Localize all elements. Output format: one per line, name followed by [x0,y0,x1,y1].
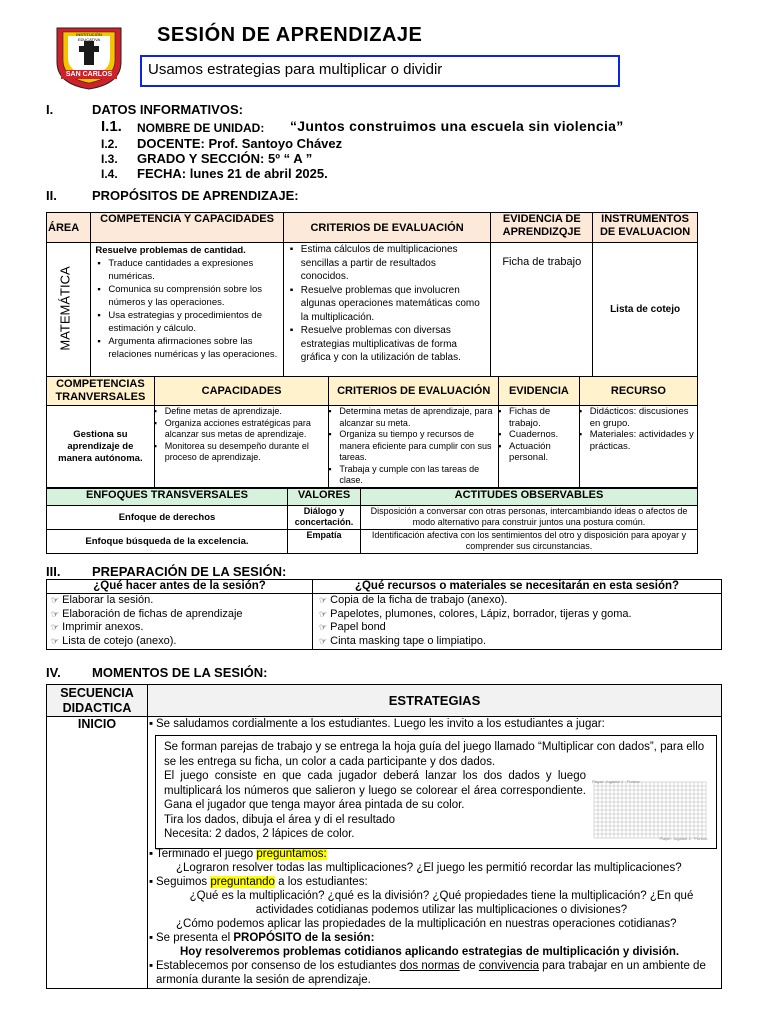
th-recurso: RECURSO [579,377,697,406]
prep-item [319,635,721,649]
area-cell [47,243,91,377]
th-criterios: CRITERIOS DE EVALUACIÓN [283,213,491,243]
section2-num: II. [46,188,57,203]
session-subtitle: Usamos estrategias para multiplicar o dividir [148,61,443,78]
prep-item [319,621,721,635]
bullet-icon: ▪ [149,848,154,860]
grid-bottom-label: Player: Jugador 2 · Puntos: [659,836,708,841]
hand-icon: ☞ [51,622,60,632]
instrumento-cell: Lista de cotejo [593,243,698,377]
game-paragraph: Tira los dados, dibuja el área y di el resultado [164,813,395,826]
actitud-1: Disposición a conversar con otras personas, intercambiando ideas o afectos de modo alternativo para construir juntos una postura común. [361,506,698,530]
hand-icon: ☞ [51,608,60,619]
prep-item-text: Elaborar la sesión. [62,594,154,606]
item-num-4: I.4. [101,167,118,181]
prep-item [51,635,312,649]
unit-name: “Juntos construimos una escuela sin violencia” [290,118,624,134]
question-line: ¿Lograron resolver todas las multiplicaciones? ¿El juego les permitió recordar las multiplicaciones? [176,862,682,874]
enfoque-1: Enfoque de derechos [47,506,288,530]
prep-item [319,608,721,622]
th-evidencia: EVIDENCIA DE APRENDIZQJE [491,213,593,243]
estrategia-line [149,959,717,987]
prep-col2-list [313,594,722,650]
proposito-text: Hoy resolveremos problemas cotidianos aplicando estrategias de multiplicación y división. [180,946,680,958]
prep-item-text: Papelotes, plumones, colores, Lápiz, borrador, tijeras y goma. [330,607,632,620]
criterio-item: ▪ Estima cálculos de multiplicaciones sencillas a partir de resultados conocidos. [301,243,487,284]
grid-top-label: Player: Jugador 1 · Puntos: [592,779,641,784]
game-paragraph: Se forman parejas de trabajo y se entrega la hoja guía del juego llamado “Multiplicar con dados”, para ello se les entrega su ficha, un color a cada participante y dos dados. [164,741,705,768]
highlight-text: preguntamos: [256,848,327,860]
competencia-cell [91,243,283,377]
prep-item [51,608,312,622]
evidencia-cell: Ficha de trabajo [491,243,593,377]
teacher-field: DOCENTE: Prof. Santoyo Chávez [137,136,343,151]
hand-icon: ☞ [319,635,328,646]
estrategia-line [149,847,717,861]
evidencia-trans-item: ▪ Fichas de trabajo. [509,406,577,429]
prep-col1-header: ¿Qué hacer antes de la sesión? [47,580,313,594]
prep-item [319,594,721,608]
estrategia-text: Se presenta el [156,932,231,944]
th-evidencia-trans: EVIDENCIA [499,377,580,406]
section1-num: I. [46,102,54,117]
hand-icon: ☞ [51,595,60,605]
item-label-1: NOMBRE DE UNIDAD: [137,121,265,135]
prep-col2-header: ¿Qué recursos o materiales se necesitarán en esta sesión? [313,580,722,594]
estrategia-text: a los estudiantes: [278,876,368,888]
phase-inicio: INICIO [47,717,148,989]
capacidad-item: ▪ Usa estrategias y procedimientos de estimación y cálculo. [108,309,278,335]
prep-item [51,621,312,635]
criterio-trans-item: ▪ Determina metas de aprendizaje, para alcanzar su meta. [339,406,496,429]
estrategia-text: Terminado el juego [156,848,254,860]
recurso-item: ▪ Materiales: actividades y prácticas. [590,429,695,452]
bullet-icon: ▪ [149,718,154,730]
section3-num: III. [46,564,61,579]
th-competencia: COMPETENCIA Y CAPACIDADES [91,213,283,243]
section2-title: PROPÓSITOS DE APRENDIZAJE: [92,188,299,203]
competencia-title: Resuelve problemas de cantidad. [95,245,246,256]
estrategia-text: para trabajar en un ambiente de armonía durante la sesión de aprendizaje. [156,960,706,986]
competencias-table [46,212,698,377]
item-num-1: I.1. [101,118,122,135]
recurso-cell [579,406,697,488]
prep-col1-list [47,594,313,650]
section3-title: PREPARACIÓN DE LA SESIÓN: [92,564,287,579]
school-logo [55,26,123,90]
criterios-trans-cell [329,406,499,488]
estrategia-text: de [462,960,476,972]
evidencia-trans-item: ▪ Cuadernos. [509,429,577,441]
th-capacidades: CAPACIDADES [154,377,329,406]
th-actitudes: ACTITUDES OBSERVABLES [361,489,698,506]
hand-icon: ☞ [319,622,328,632]
criterio-trans-item: ▪ Organiza su tiempo y recursos de manera eficiente para cumplir con sus tareas. [339,429,496,464]
estrategia-text: Establecemos por consenso de los estudiantes [156,960,397,972]
item-num-2: I.2. [101,137,118,151]
question-line: ¿Cómo podemos aplicar las propiedades de la multiplicación en nuestras operaciones cotidianas? [176,918,677,930]
item-num-3: I.3. [101,152,118,166]
hand-icon: ☞ [51,635,60,646]
underlined-text: dos normas [399,960,460,972]
capacidad-trans-item: ▪ Define metas de aprendizaje. [165,406,327,418]
criterio-item: ▪ Resuelve problemas que involucren algunas operaciones matemáticas como la multiplicación. [301,284,487,325]
capacidad-item: ▪ Comunica su comprensión sobre los números y las operaciones. [108,283,278,309]
game-paragraph: Necesita: 2 dados, 2 lápices de color. [164,828,355,840]
game-paragraph: El juego consiste en que cada jugador deberá lanzar los dos dados y luego multiplicará los números que salieron y luego se colorear el área correspondiente. Gana el jugador que tenga mayor área pintada de su color. [164,770,586,811]
capacidades-trans-cell [154,406,329,488]
prep-item-text: Elaboración de fichas de aprendizaje [62,607,243,620]
estrategias-cell [148,717,722,989]
transversal-table [46,376,698,488]
criterio-trans-item: ▪ Trabaja y cumple con las tareas de clase. [339,464,496,487]
grade-field: GRADO Y SECCIÓN: 5º “ A ” [137,151,313,166]
capacidad-item: ▪ Traduce cantidades a expresiones numéricas. [108,257,278,283]
proposito-label: PROPÓSITO de la sesión: [233,932,375,944]
enfoques-table [46,488,698,554]
estrategia-text: Se saludamos cordialmente a los estudiantes. Luego les invito a los estudiantes a jugar: [156,718,605,730]
preparacion-table [46,579,722,650]
th-criterios-trans: CRITERIOS DE EVALUACIÓN [329,377,499,406]
th-area: ÁREA [47,213,91,243]
prep-item-text: Imprimir anexos. [62,621,144,633]
hand-icon: ☞ [319,608,328,619]
question-line: ¿Qué es la multiplicación? ¿qué es la división? ¿Qué propiedades tiene la multiplicación? ¿En qué actividades cotidianas podemos utilizar las multiplicaciones o divisiones? [189,890,694,916]
session-subtitle-box [140,55,620,87]
area-name: MATEMÁTICA [57,266,73,351]
evidencia-trans-cell [499,406,580,488]
estrategia-line [149,931,717,945]
page-title: SESIÓN DE APRENDIZAJE [157,24,423,46]
prep-item-text: Copia de la ficha de trabajo (anexo). [330,594,508,606]
actitud-2: Identificación afectiva con los sentimientos del otro y disposición para apoyar y comprender sus circunstancias. [361,530,698,554]
game-box [155,735,717,849]
logo-text: SAN CARLOS [65,71,113,78]
bullet-icon: ▪ [149,876,154,888]
prep-item [51,594,312,608]
game-grid-image [588,776,710,846]
capacidad-trans-item: ▪ Monitorea su desempeño durante el proceso de aprendizaje. [165,441,327,464]
capacidad-item: ▪ Argumenta afirmaciones sobre las relaciones numéricas y las operaciones. [108,335,278,361]
highlight-text: preguntando [210,876,275,888]
th-valores: VALORES [288,489,361,506]
criterio-item: ▪ Resuelve problemas con diversas estrategias multiplicativas de forma gráfica y con la utilización de tablas. [301,324,487,365]
logo-top-text: INSTITUCIÓN EDUCATIVA [76,32,102,42]
recurso-item: ▪ Didácticos: discusiones en grupo. [590,406,695,429]
capacidad-trans-item: ▪ Organiza acciones estratégicas para alcanzar sus metas de aprendizaje. [165,418,327,441]
estrategia-text: Seguimos [156,876,208,888]
comp-trans-cell: Gestiona su aprendizaje de manera autónoma. [47,406,155,488]
valor-2: Empatía [288,530,361,554]
prep-item-text: Cinta masking tape o limpiatipo. [330,634,487,647]
prep-item-text: Lista de cotejo (anexo). [62,634,177,647]
prep-item-text: Papel bond [330,621,386,633]
hand-icon: ☞ [319,595,328,605]
bullet-icon: ▪ [149,932,154,944]
enfoque-2: Enfoque búsqueda de la excelencia. [47,530,288,554]
underlined-text: convivencia [478,960,539,972]
th-enfoques: ENFOQUES TRANSVERSALES [47,489,288,506]
estrategia-line [149,875,717,889]
th-estrategias: ESTRATEGIAS [148,685,722,717]
date-field: FECHA: lunes 21 de abril 2025. [137,166,328,181]
th-secuencia: SECUENCIA DIDACTICA [47,685,148,717]
section4-num: IV. [46,665,61,680]
bullet-icon: ▪ [149,960,154,972]
valor-1: Diálogo y concertación. [288,506,361,530]
section1-title: DATOS INFORMATIVOS: [92,102,243,117]
th-comp-trans: COMPETENCIAS TRANVERSALES [47,377,155,406]
th-instrumentos: INSTRUMENTOS DE EVALUACION [593,213,698,243]
estrategia-line [149,717,717,731]
section4-title: MOMENTOS DE LA SESIÓN: [92,665,268,680]
criterios-cell [283,243,491,377]
evidencia-trans-item: ▪ Actuación personal. [509,441,577,464]
momentos-table [46,684,722,989]
